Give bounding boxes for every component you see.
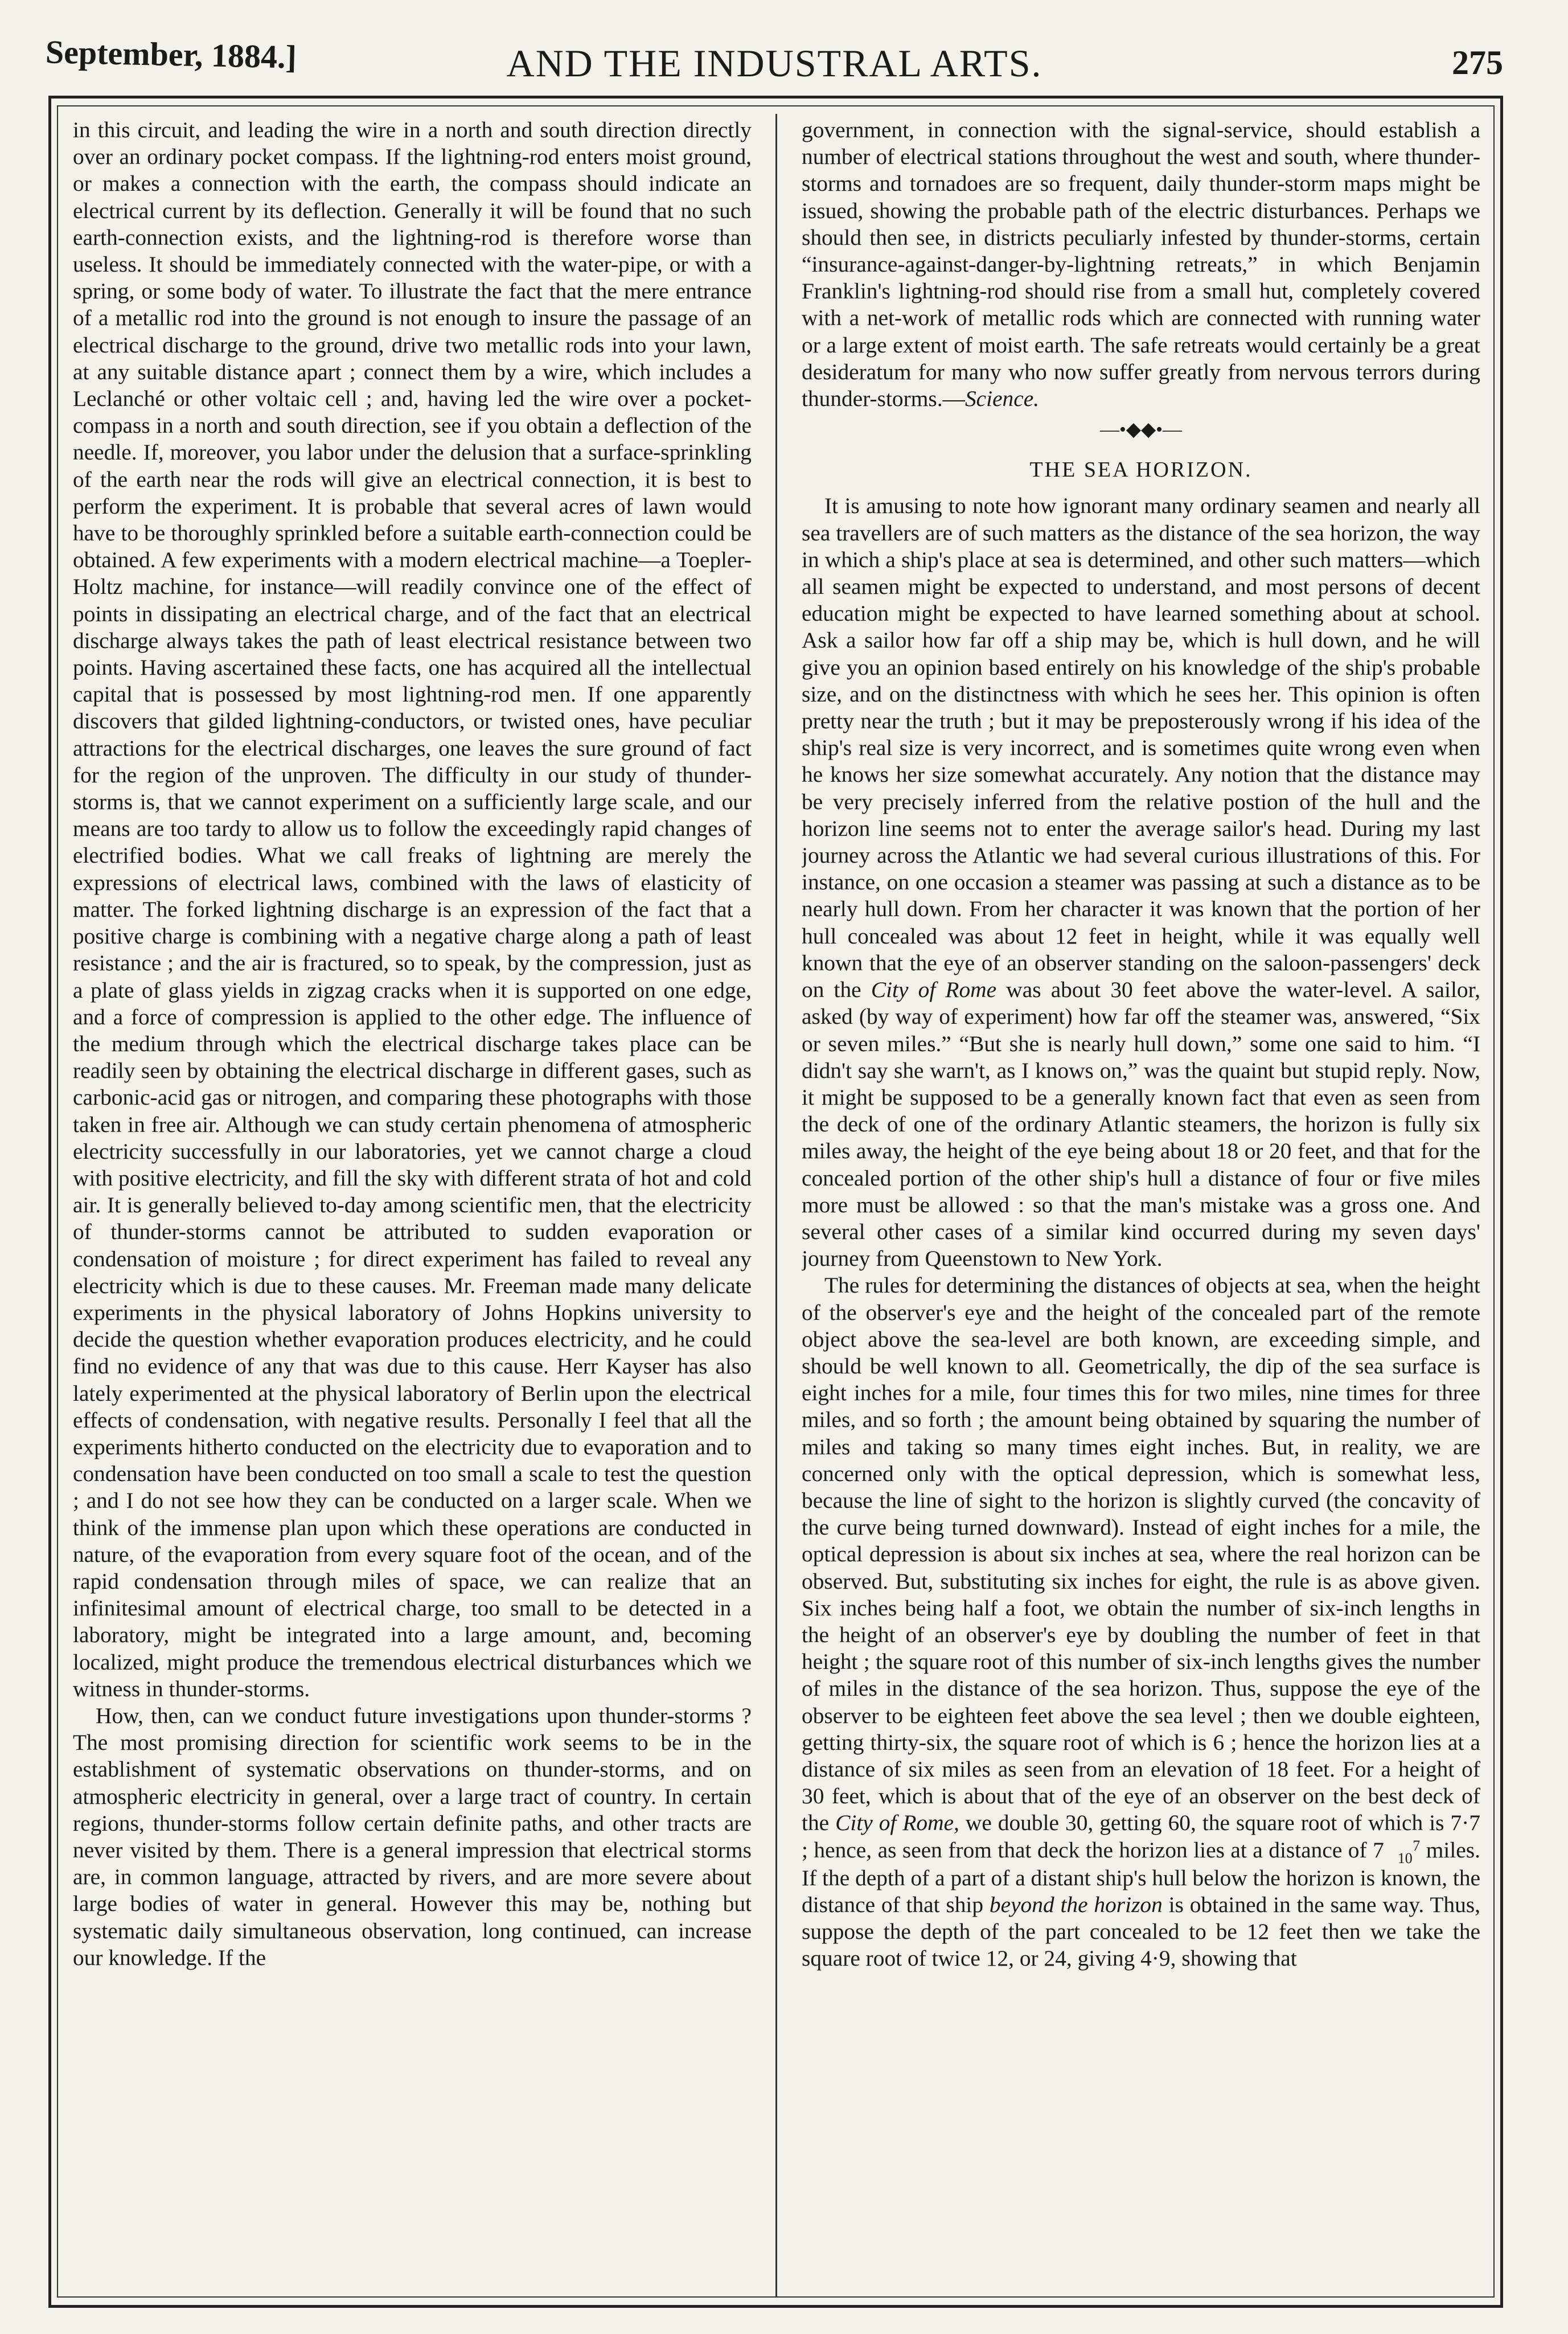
section-ornament: —•◆◆•— <box>1099 419 1183 441</box>
ship-name: City of Rome <box>871 977 997 1003</box>
source-citation: Science. <box>964 386 1040 412</box>
page-header <box>46 24 1503 87</box>
paragraph-text: is obtained in the same way. Thus, suppose the depth of the part concealed to be 12 feet then we take the square root of twice 12, or 24, giving 4·9, showing that <box>802 1892 1480 1971</box>
article-paragraph <box>802 117 1480 412</box>
paragraph-text: we double 30, getting 60, the square root of which is 7·7 ; hence, as seen from that deck the horizon lies at a distance of 7 <box>802 1810 1480 1863</box>
section-heading: THE SEA HORIZON. <box>1029 458 1253 482</box>
paragraph-text: The rules for determining the distances of objects at sea, when the height of the observer's eye and the height of the concealed part of the remote object above the sea-level are both known, are exceeding simple, and should be well known to all. Geometrically, the dip of the sea surface is eight inches for a mile, four times this for two miles, nine times for three miles, and so forth ; the amount being obtained by squaring the number of miles and taking so many times eight inches. But, in reality, we are concerned only with the optical depression, which is somewhat less, because the line of sight to the horizon is slightly curved (the concavity of the curve being turned downward). Instead of eight inches for a mile, the optical depression is about six inches at sea, where the real horizon can be observed. But, substituting six inches for eight, the rule is as above given. Six inches being half a foot, we obtain the number of six-inch lengths in the height of an observer's eye by doubling the number of feet in that height ; the square root of this number of six-inch lengths gives the number of miles in the distance of the sea horizon. Thus, suppose the eye of the observer to be eighteen feet above the sea level ; then we double eighteen, getting thirty-six, the square root of which is 6 ; hence the horizon lies at a distance of six miles as seen from an elevation of 18 feet. For a height of 30 feet, which is about that of the eye of an observer on the best deck of the <box>802 1273 1480 1836</box>
issue-date: September, 1884.] <box>45 33 297 76</box>
fraction-denominator: 10 <box>1397 1849 1413 1867</box>
article-paragraph <box>802 493 1480 1272</box>
fraction <box>1390 1837 1421 1867</box>
ship-name: City of Rome, <box>835 1810 959 1836</box>
article-paragraph <box>802 1272 1480 1972</box>
paragraph-text: miles. If the depth of a part of a distant ship's hull below the horizon is known, the distance of that ship <box>802 1837 1480 1917</box>
paragraph-text: was about 30 feet above the water-level. A sailor, asked (by way of experiment) how far off the steamer was, answered, “Six or seven miles.” “But she is nearly hull down,” some one said to him. “I didn't say she warn't, as I knows on,” was the quaint but stupid reply. Now, it might be supposed to be a generally known fact that even as seen from the deck of one of the ordinary Atlantic steamers, the horizon is fully six miles away, the height of the eye being about 18 or 20 feet, and that for the concealed portion of the other ship's hull a distance of four or five miles more must be allowed : so that the man's mistake was a gross one. And several other cases of a similar kind occurred during my seven days' journey from Queenstown to New York. <box>802 977 1480 1271</box>
left-column <box>73 117 752 2298</box>
paragraph-text: It is amusing to note how ignorant many ordinary seamen and nearly all sea travellers are of such matters as the distance of the sea horizon, the way in which a ship's place at sea is determined, and other such matters—which all seamen might be expected to understand, and most persons of decent education might be expected to have learned something about at school. Ask a sailor how far off a ship may be, which is hull down, and he will give you an opinion based entirely on his knowledge of the ship's probable size, and on the distinctness with which he sees her. This opinion is often pretty near the truth ; but it may be preposterously wrong if his idea of the ship's real size is very incorrect, and is sometimes quite wrong even when he knows her size somewhat accurately. Any notion that the distance may be very precisely inferred from the relative postion of the hull and the horizon line seems not to enter the average sailor's head. During my last journey across the Atlantic we had several curious illustrations of this. For instance, on one occasion a steamer was passing at such a distance as to be nearly hull down. From her character it was known that the portion of her hull concealed was about 12 feet in height, while it was equally well known that the eye of an observer standing on the saloon-passengers' deck on the <box>802 493 1480 1003</box>
article-paragraph: in this circuit, and leading the wire in a north and south direction directly over an ordinary pocket compass. If the lightning-rod enters moist ground, or makes a connection with the earth, the compass should indicate an electrical current by its deflection. Generally it will be found that no such earth-connection exists, and the lightning-rod is therefore worse than useless. It should be immediately connected with the water-pipe, or with a spring, or some body of water. To illustrate the fact that the mere entrance of a metallic rod into the ground is not enough to insure the passage of an electrical discharge to the ground, drive two metallic rods into your lawn, at any suitable distance apart ; connect them by a wire, which includes a Leclanché or other voltaic cell ; and, having led the wire over a pocket-compass in a north and south direction, see if you obtain a deflection of the needle. If, moreover, you labor under the delusion that a surface-sprinkling of the earth near the rods will give an electrical connection, it is best to perform the experiment. It is probable that several acres of lawn would have to be thoroughly sprinkled before a suitable earth-connection could be obtained. A few experiments with a modern electrical machine—a Toepler-Holtz machine, for instance—will readily convince one of the effect of points in dissipating an electrical charge, and of the fact that an electrical discharge always takes the path of least electrical resistance between two points. Having ascertained these facts, one has acquired all the intellectual capital that is possessed by most lightning-rod men. If one apparently discovers that gilded lightning-conductors, or twisted ones, have peculiar attractions for the electrical discharges, one leaves the sure ground of fact for the region of the unproven. The difficulty in our study of thunder-storms is, that we cannot experiment on a sufficiently large scale, and our means are too tardy to allow us to follow the exceedingly rapid changes of electrified bodies. What we call freaks of lightning are merely the expressions of electrical laws, combined with the laws of elasticity of matter. The forked lightning discharge is an expression of the fact that a positive charge is combining with a negative charge along a path of least resistance ; and the air is fractured, so to speak, by the compression, just as a plate of glass yields in zigzag cracks when it is supported on one edge, and a force of compression is applied to the other edge. The influence of the medium through which the electrical discharge takes place can be readily seen by obtaining the electrical discharge in different gases, such as carbonic-acid gas or nitrogen, and comparing these photographs with those taken in free air. Although we can study certain phenomena of atmospheric electricity successfully in our laboratories, yet we cannot charge a cloud with positive electricity, and fill the sky with different strata of hot and cold air. It is generally believed to-day among scientific men, that the electricity of thunder-storms cannot be attributed to sudden evaporation or condensation of moisture ; for direct experiment has failed to reveal any electricity which is due to these causes. Mr. Freeman made many delicate experiments in the physical laboratory of Johns Hopkins university to decide the question whether evaporation produces electricity, and he could find no evidence of any that was due to this cause. Herr Kayser has also lately experimented at the physical laboratory of Berlin upon the electrical effects of condensation, with negative results. Personally I feel that all the experiments hitherto conducted on the electricity due to evaporation and to condensation have been conducted on too small a scale to test the question ; and I do not see how they can be conducted on a larger scale. When we think of the immense plan upon which these operations are conducted in nature, of the evaporation from every square foot of the ocean, and of the rapid condensation through miles of space, we can realize that an infinitesimal amount of electrical charge, too small to be detected in a laboratory, might be integrated into a large amount, and, becoming localized, might produce the tremendous electrical disturbances which we witness in thunder-storms. <box>73 117 752 1701</box>
column-divider <box>775 114 777 2298</box>
article-paragraph: How, then, can we conduct future investigations upon thunder-storms ? The most promising direction for scientific work seems to be in the establishment of systematic observations on thunder-storms, and on atmospheric electricity in general, over a large tract of country. In certain regions, thunder-storms follow certain definite paths, and other tracts are never visited by them. There is a general impression that electrical storms are, in common language, attracted by rivers, and are more severe about large bodies of water in general. However this may be, nothing but systematic daily simultaneous observation, long continued, can increase our knowledge. If the <box>73 1703 752 1970</box>
right-column <box>802 117 1480 2298</box>
emphasis: beyond the horizon <box>989 1892 1163 1917</box>
fraction-numerator: 7 <box>1413 1837 1421 1854</box>
journal-title: AND THE INDUSTRAL ARTS. <box>506 42 1042 85</box>
paragraph-text: government, in connection with the signal-service, should establish a number of electrical stations throughout the west and south, where thunder-storms and tornadoes are so frequent, daily thunder-storm maps might be issued, showing the probable path of the electric disturbances. Perhaps we should then see, in districts peculiarly infested by thunder-storms, certain “insurance-against-danger-by-lightning retreats,” in which Benjamin Franklin's lightning-rod should rise from a small hut, completely covered with a net-work of metallic rods which are connected with running water or a large extent of moist earth. The safe retreats would certainly be a great desideratum for many who now suffer greatly from nervous terrors during thunder-storms.— <box>802 117 1480 412</box>
page-number: 275 <box>1452 44 1503 81</box>
